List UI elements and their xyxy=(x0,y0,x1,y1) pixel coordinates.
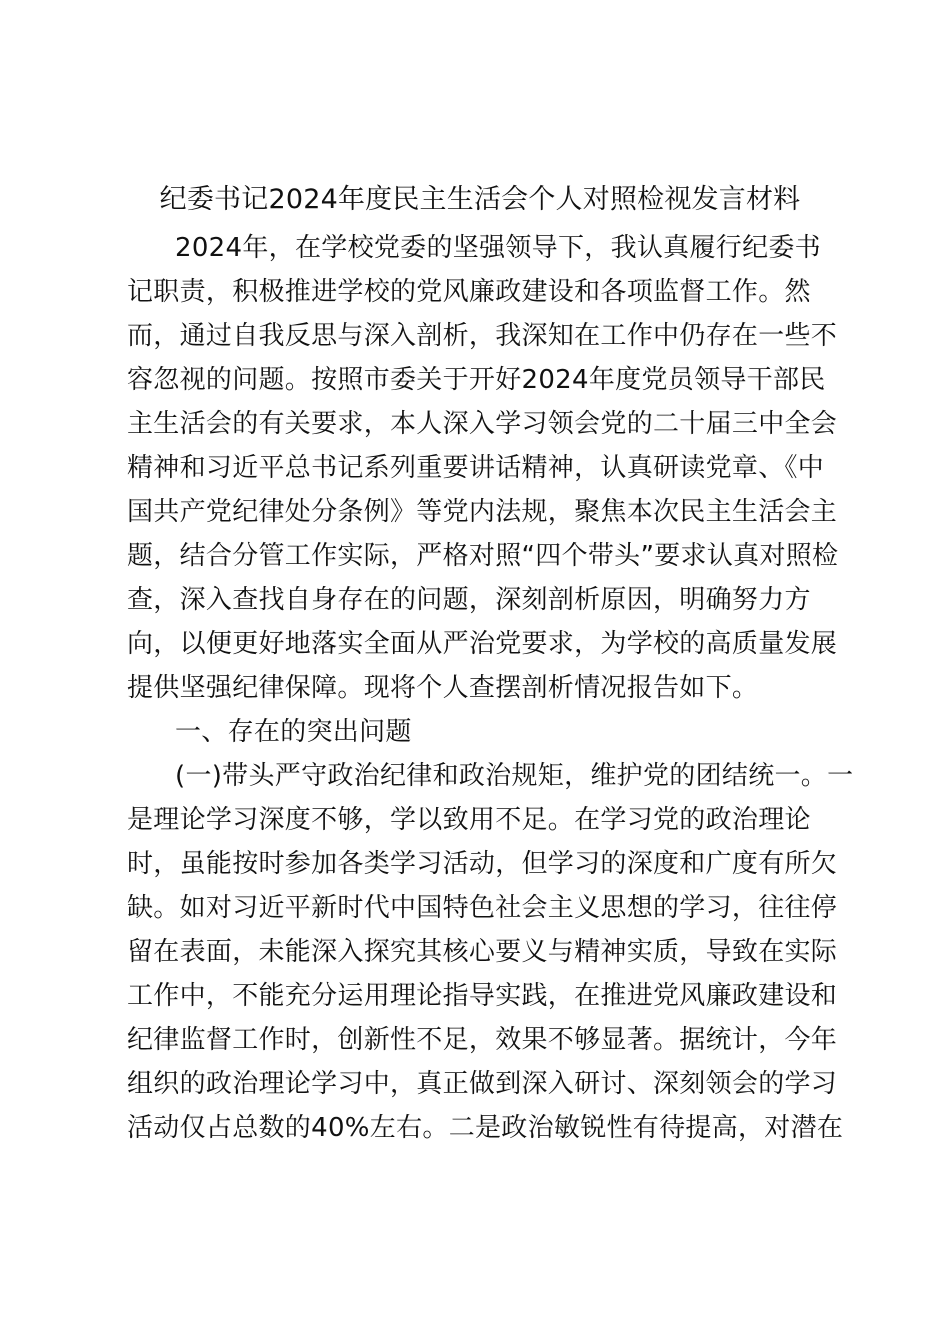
body-line-9: 查，深入查找自身存在的问题，深刻剖析原因，明确努力方 xyxy=(127,585,811,615)
body-line-18: 工作中，不能充分运用理论指导实践，在推进党风廉政建设和 xyxy=(127,981,838,1011)
document-title: 纪委书记2024年度民主生活会个人对照检视发言材料 xyxy=(159,184,801,215)
body-line-19: 纪律监督工作时，创新性不足，效果不够显著。据统计，今年 xyxy=(127,1025,838,1055)
body-line-7: 国共产党纪律处分条例》等党内法规，聚焦本次民主生活会主 xyxy=(127,497,838,527)
body-line-4: 容忽视的问题。按照市委关于开好2024年度党员领导干部民 xyxy=(127,365,826,395)
body-line-6: 精神和习近平总书记系列重要讲话精神，认真研读党章、《中 xyxy=(127,453,825,483)
body-line-1: 2024年，在学校党委的坚强领导下，我认真履行纪委书 xyxy=(175,233,821,263)
body-line-14: 是理论学习深度不够，学以致用不足。在学习党的政治理论 xyxy=(127,805,811,835)
body-line-16: 缺。如对习近平新时代中国特色社会主义思想的学习，往往停 xyxy=(127,893,838,923)
body-line-20: 组织的政治理论学习中，真正做到深入研讨、深刻领会的学习 xyxy=(127,1069,838,1099)
body-line-21: 活动仅占总数的40%左右。二是政治敏锐性有待提高，对潜在 xyxy=(127,1113,844,1143)
body-line-5: 主生活会的有关要求，本人深入学习领会党的二十届三中全会 xyxy=(127,409,838,439)
body-line-10: 向，以便更好地落实全面从严治党要求，为学校的高质量发展 xyxy=(127,629,838,659)
body-line-3: 而，通过自我反思与深入剖析，我深知在工作中仍存在一些不 xyxy=(127,321,838,351)
body-line-17: 留在表面，未能深入探究其核心要义与精神实质，导致在实际 xyxy=(127,937,838,967)
body-line-11: 提供坚强纪律保障。现将个人查摆剖析情况报告如下。 xyxy=(127,673,759,703)
body-line-15: 时，虽能按时参加各类学习活动，但学习的深度和广度有所欠 xyxy=(127,849,838,879)
body-line-8: 题，结合分管工作实际，严格对照“四个带头”要求认真对照检 xyxy=(127,541,839,571)
body-line-2: 记职责，积极推进学校的党风廉政建设和各项监督工作。然 xyxy=(127,277,811,307)
body-line-13: (一)带头严守政治纪律和政治规矩，维护党的团结统一。一 xyxy=(175,761,854,791)
section-heading: 一、存在的突出问题 xyxy=(175,717,412,747)
